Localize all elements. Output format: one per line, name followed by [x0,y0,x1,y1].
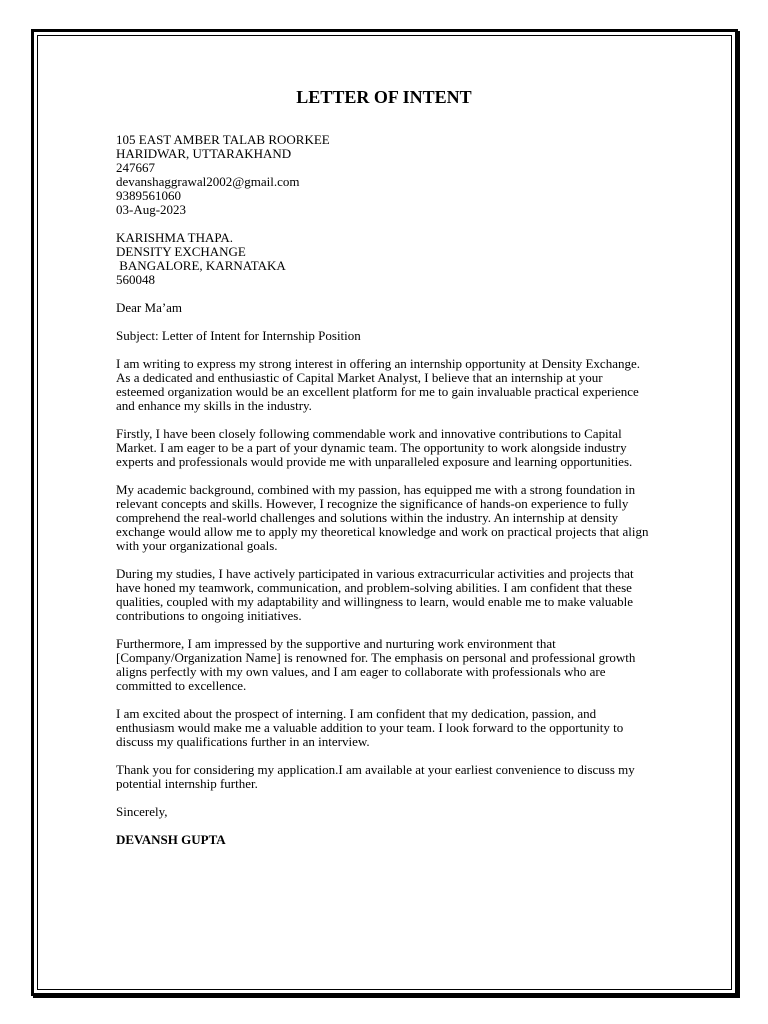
letter-body [116,86,652,847]
letter-title: LETTER OF INTENT [296,87,472,107]
body-paragraph: During my studies, I have actively participated in various extracurricular activities and projects that have honed my teamwork, communication, and problem-solving abilities. I am confident that these qualities, coupled with my adaptability and willingness to learn, would enable me to make valuable contributions to ongoing initiatives. [116,566,634,623]
sender-phone: 9389561060 [116,188,181,203]
recipient-name: KARISHMA THAPA. [116,230,234,245]
sender-address-line2: HARIDWAR, UTTARAKHAND [116,146,292,161]
closing: Sincerely, [116,804,168,819]
letter-date: 03-Aug-2023 [116,202,187,217]
recipient-city-state: BANGALORE, KARNATAKA [116,258,286,273]
sender-address-line1: 105 EAST AMBER TALAB ROORKEE [116,132,330,147]
signature-name: DEVANSH GUPTA [116,832,226,847]
sender-email: devanshaggrawal2002@gmail.com [116,174,300,189]
body-paragraph: Firstly, I have been closely following commendable work and innovative contributions to Capital Market. I am eager to be a part of your dynamic team. The opportunity to work alongside industry experts and professionals would provide me with unparalleled exposure and learning opportunities. [116,426,633,469]
body-paragraph: My academic background, combined with my passion, has equipped me with a strong foundation in relevant concepts and skills. However, I recognize the significance of hands-on experience to fully comprehend the real-world challenges and solutions within the industry. An internship at density exchange would allow me to apply my theoretical knowledge and work on practical projects that align with your organizational goals. [116,482,649,553]
body-paragraph: Thank you for considering my application.I am available at your earliest convenience to discuss my potential internship further. [116,762,635,791]
recipient-postal-code: 560048 [116,272,155,287]
recipient-address-block [116,231,652,287]
body-paragraph: I am excited about the prospect of interning. I am confident that my dedication, passion, and enthusiasm would make me a valuable addition to your team. I look forward to the opportunity to discuss my qualifications further in an interview. [116,706,624,749]
sender-postal-code: 247667 [116,160,155,175]
salutation: Dear Ma’am [116,300,183,315]
sender-address-block [116,133,652,217]
body-paragraph: I am writing to express my strong interest in offering an internship opportunity at Density Exchange. As a dedicated and enthusiastic of Capital Market Analyst, I believe that an internship at your esteemed organization would be an excellent platform for me to gain invaluable practical experience and enhance my skills in the industry. [116,356,640,413]
recipient-company: DENSITY EXCHANGE [116,244,246,259]
subject-line: Subject: Letter of Intent for Internship Position [116,328,361,343]
body-paragraph: Furthermore, I am impressed by the supportive and nurturing work environment that [Company/Organization Name] is renowned for. The emphasis on personal and professional growth aligns perfectly with my own values, and I am eager to collaborate with professionals who are committed to excellence. [116,636,636,693]
